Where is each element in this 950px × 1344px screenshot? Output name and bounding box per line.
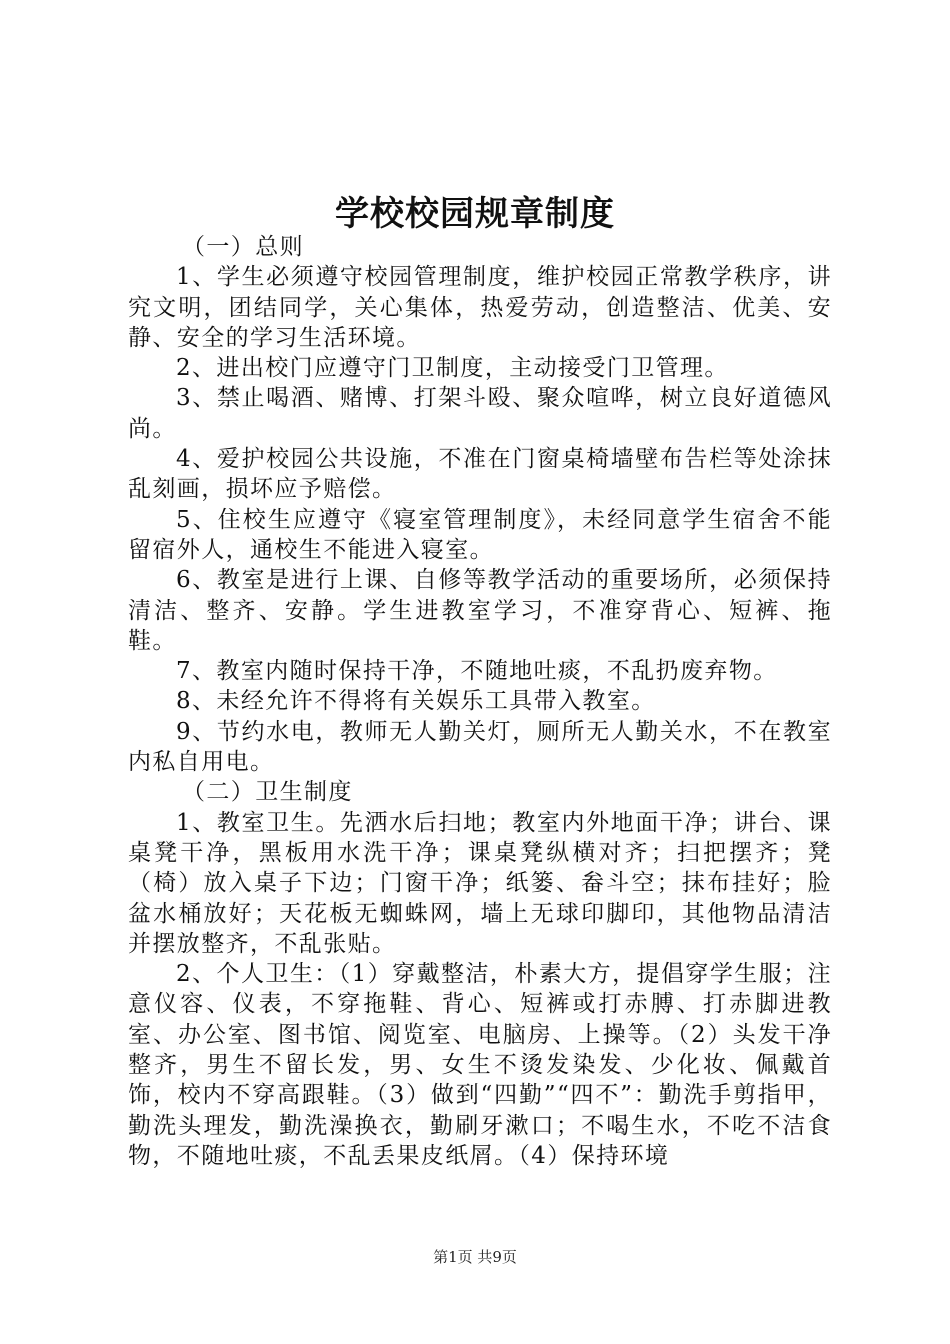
- paragraph: 1、学生必须遵守校园管理制度，维护校园正常教学秩序，讲究文明，团结同学，关心集体，热爱劳动，创造整洁、优美、安静、安全的学习生活环境。: [128, 264, 832, 351]
- paragraph: 5、住校生应遵守《寝室管理制度》，未经同意学生宿舍不能留宿外人，通校生不能进入寝室。: [128, 506, 832, 563]
- paragraph: 9、节约水电，教师无人勤关灯，厕所无人勤关水，不在教室内私自用电。: [128, 718, 832, 776]
- paragraph: 2、进出校门应遵守门卫制度，主动接受门卫管理。: [176, 355, 729, 382]
- paragraph: 2、个人卫生：（1）穿戴整洁，朴素大方，提倡穿学生服；注意仪容、仪表，不穿拖鞋、背心、短裤或打赤膊、打赤脚进教室、办公室、图书馆、阅览室、电脑房、上操等。（2）头发干净整齐，男生不留长发，男、女生不烫发染发、少化妆、佩戴首饰，校内不穿高跟鞋。（3）做到“四勤”“四不”：勤洗手剪指甲，勤洗头理发，勤洗澡换衣，勤刷牙漱口；不喝生水，不吃不洁食物，不随地吐痰，不乱丢果皮纸屑。（4）保持环境: [128, 961, 832, 1169]
- section-heading-general: （一）总则: [182, 234, 304, 260]
- page-footer: 第1页 共9页: [433, 1248, 517, 1266]
- paragraph: 8、未经允许不得将有关娱乐工具带入教室。: [176, 688, 656, 715]
- paragraph: 3、禁止喝酒、赌博、打架斗殴、聚众喧哗，树立良好道德风尚。: [128, 385, 832, 442]
- section-heading-hygiene: （二）卫生制度: [182, 779, 353, 806]
- paragraph: 7、教室内随时保持干净，不随地吐痰，不乱扔废弃物。: [176, 658, 778, 685]
- paragraph: 6、教室是进行上课、自修等教学活动的重要场所，必须保持清洁、整齐、安静。学生进教室学习，不准穿背心、短裤、拖鞋。: [128, 567, 832, 654]
- paragraph: 1、教室卫生。先洒水后扫地；教室内外地面干净；讲台、课桌凳干净，黑板用水洗干净；课桌凳纵横对齐；扫把摆齐；凳（椅）放入桌子下边；门窗干净；纸篓、畚斗空；抹布挂好；脸盆水桶放好；天花板无蜘蛛网，墙上无球印脚印，其他物品清洁并摆放整齐，不乱张贴。: [128, 809, 832, 957]
- document-body: [128, 232, 832, 1171]
- paragraph: 4、爱护校园公共设施，不准在门窗桌椅墙壁布告栏等处涂抹乱刻画，损坏应予赔偿。: [128, 446, 832, 503]
- document-title: 学校校园规章制度: [335, 194, 615, 234]
